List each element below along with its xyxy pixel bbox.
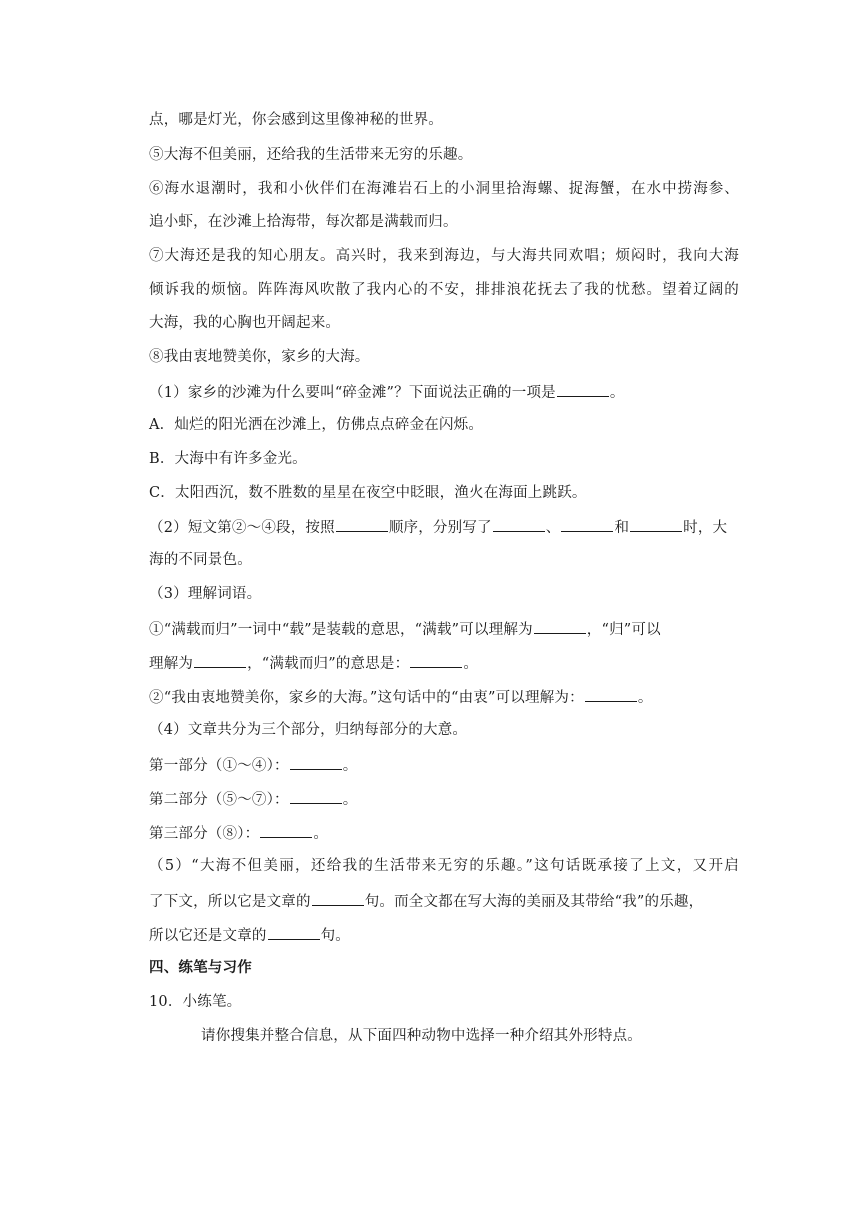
paragraph-6-line-2: 追小虾，在沙滩上拾海带，每次都是满载而归。 (149, 214, 458, 230)
answer-blank[interactable] (630, 516, 682, 532)
answer-blank[interactable] (290, 788, 342, 804)
answer-blank[interactable] (194, 652, 246, 668)
question-2-line-2: 海的不同景色。 (149, 552, 252, 568)
paragraph-5: ⑤大海不但美丽，还给我的生活带来无穷的乐趣。 (149, 147, 473, 163)
paragraph-7-line-3: 大海，我的心胸也开阔起来。 (149, 315, 341, 331)
answer-blank[interactable] (410, 652, 462, 668)
option-c: C．太阳西沉，数不胜数的星星在夜空中眨眼，渔火在海面上跳跃。 (149, 485, 587, 501)
paragraph-7-line-1: ⑦大海还是我的知心朋友。高兴时，我来到海边，与大海共同欢唱；烦闷时，我向大海 (149, 248, 739, 264)
question-10-prompt: 请你搜集并整合信息，从下面四种动物中选择一种介绍其外形特点。 (201, 1028, 642, 1044)
question-2-line-1: （2）短文第②～④段，按照 顺序，分别写了 、 和 时，大 (149, 516, 739, 538)
part-1-summary: 第一部分（①～④）： 。 (149, 754, 739, 776)
question-5-line-3: 所以它还是文章的 句。 (149, 924, 739, 946)
question-5-line-2: 了下文，所以它是文章的 句。而全文都在写大海的美丽及其带给“我”的乐趣， (149, 890, 739, 912)
paragraph-7-line-2: 倾诉我的烦恼。阵阵海风吹散了我内心的不安，排排浪花抚去了我的忧愁。望着辽阔的 (149, 282, 739, 298)
question-3-item-1-line-1: ①“满载而归”一词中“载”是装载的意思，“满载”可以理解为 ，“归”可以 (149, 618, 739, 640)
question-3-item-2: ②“我由衷地赞美你，家乡的大海。”这句话中的“由衷”可以理解为： 。 (149, 686, 739, 708)
answer-blank[interactable] (561, 516, 613, 532)
paragraph-8: ⑧我由衷地赞美你，家乡的大海。 (149, 349, 370, 365)
answer-blank[interactable] (312, 890, 364, 906)
part-2-summary: 第二部分（⑤～⑦）： 。 (149, 788, 739, 810)
question-1: （1）家乡的沙滩为什么要叫“碎金滩”？下面说法正确的一项是 。 (149, 381, 739, 403)
option-b: B．大海中有许多金光。 (149, 451, 307, 467)
text-line: 点，哪是灯光，你会感到这里像神秘的世界。 (149, 112, 443, 128)
answer-blank[interactable] (260, 822, 312, 838)
answer-blank[interactable] (336, 516, 388, 532)
question-3-item-1-line-2: 理解为 ，“满载而归”的意思是： 。 (149, 652, 739, 674)
answer-blank[interactable] (585, 686, 637, 702)
answer-blank[interactable] (290, 754, 342, 770)
part-3-summary: 第三部分（⑧）： 。 (149, 822, 739, 844)
answer-blank[interactable] (268, 924, 320, 940)
answer-blank[interactable] (557, 381, 609, 397)
question-4: （4）文章共分为三个部分，归纳每部分的大意。 (149, 722, 468, 738)
answer-blank[interactable] (493, 516, 545, 532)
question-3: （3）理解词语。 (149, 586, 262, 602)
answer-blank[interactable] (534, 618, 586, 634)
question-10-title: 10．小练笔。 (149, 994, 242, 1010)
option-a: A．灿烂的阳光洒在沙滩上，仿佛点点碎金在闪烁。 (149, 417, 484, 433)
question-5-line-1: （5）“大海不但美丽，还给我的生活带来无穷的乐趣。”这句话既承接了上文，又开启 (149, 858, 739, 874)
section-heading: 四、练笔与习作 (149, 959, 252, 976)
paragraph-6-line-1: ⑥海水退潮时，我和小伙伴们在海滩岩石上的小洞里拾海螺、捉海蟹，在水中捞海参、 (149, 181, 739, 197)
